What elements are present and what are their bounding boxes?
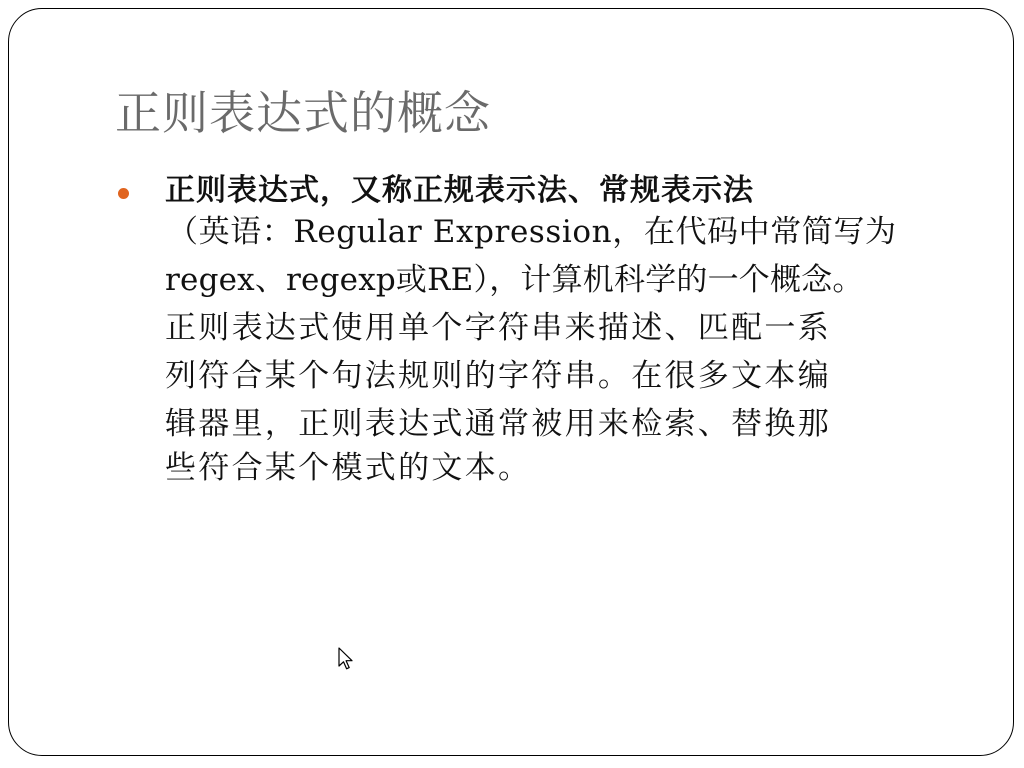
bullet-line-1: [165, 166, 960, 214]
bullet-line-2: （英语：Regular Expression，在代码中常简写为: [167, 214, 897, 250]
slide-title: 正则表达式的概念: [115, 86, 491, 140]
bullet-dot-icon: [118, 188, 129, 199]
bullet-text: [165, 166, 960, 492]
term-bold: 正则表达式: [165, 173, 320, 208]
alias-bold: 正规表示法、常规表示法: [413, 173, 754, 208]
bullet-line-7: 些符合某个模式的文本。: [165, 450, 532, 486]
bullet-line-6: 辑器里，正则表达式通常被用来检索、替换那: [165, 406, 831, 442]
bullet-line-5: 列符合某个句法规则的字符串。在很多文本编: [165, 358, 831, 394]
bullet-line-3: regex、regexp或RE），计算机科学的一个概念。: [165, 262, 864, 298]
term-connector: ，又称: [320, 173, 413, 208]
bullet-line-4: 正则表达式使用单个字符串来描述、匹配一系: [165, 310, 831, 346]
mouse-pointer-icon: [338, 647, 354, 671]
